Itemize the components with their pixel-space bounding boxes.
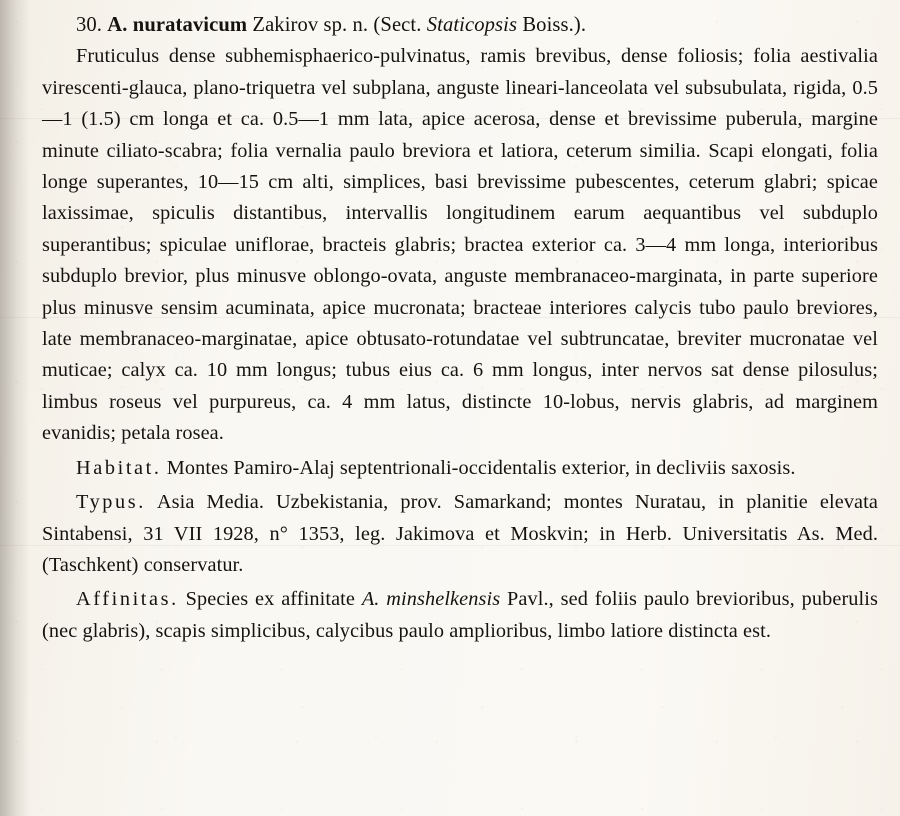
habitat-label: Habitat. (76, 456, 162, 479)
affinitas-text-before: Species ex affinitate (185, 588, 356, 611)
document-text-block (42, 10, 878, 647)
habitat-text: Montes Pamiro-Alaj septentrionali-occidentalis exterior, in decliviis saxosis. (166, 456, 796, 479)
typus-text: Asia Media. Uzbekistania, prov. Samarkand; montes Nuratau, in planitie elevata Sintabensi, 31 VII 1928, n° 1353, leg. Jakimova et Moskvin; in Herb. Universitatis As. Med. (Taschkent) conservatur. (42, 491, 878, 576)
author-citation: Zakirov sp. n. (Sect. (252, 14, 422, 36)
species-description: Fruticulus dense subhemisphaerico-pulvinatus, ramis brevibus, dense foliosis; folia aestivalia virescenti-glauca, plano-triquetra vel subplana, anguste lineari-lanceolata vel subsubulata, rigida, 0.5—1 (1.5) cm longa et ca. 0.5—1 mm lata, apice acerosa, dense et brevissime puberula, margine minute ciliato-scabra; folia vernalia paulo breviora et latiora, ceterum similia. Scapi elongati, folia longe superantes, 10—15 cm alti, simplices, basi brevissime pubescentes, ceterum glabri; spicae laxissimae, spiculis distantibus, intervallis longitudinem earum aequantibus vel subduplo superantibus; spiculae uniflorae, bracteis glabris; bractea exterior ca. 3—4 mm longa, interioribus subduplo brevior, plus minusve oblongo-ovata, anguste membranaceo-marginata, in parte superiore plus minusve sensim acuminata, apice mucronata; bracteae interiores calycis tubo paulo breviores, late membranaceo-marginatae, apice obtusato-rotundatae vel subtruncatae, breviter mucronatae vel muticae; calyx ca. 10 mm longus; tubus eius ca. 6 mm longus, inter nervos sat dense pilosulus; limbus roseus vel purpureus, ca. 4 mm latus, distincte 10-lobus, nervis glabris, ad marginem evanidis; petala rosea. (42, 45, 878, 445)
typus-paragraph (42, 487, 878, 581)
section-author: Boiss.). (522, 14, 587, 36)
page-gutter-shadow (0, 0, 30, 816)
entry-number: 30. (76, 14, 103, 36)
typus-label: Typus. (76, 491, 146, 514)
affinitas-label: Affinitas. (76, 588, 179, 611)
affinitas-species: A. minshelkensis (361, 588, 501, 611)
habitat-paragraph (42, 453, 878, 484)
species-name: A. nuratavicum (107, 14, 248, 36)
affinitas-text-after: Pavl., sed foliis paulo brevioribus, puberulis (nec glabris), scapis simplicibus, calycibus paulo amplioribus, limbo latiore distincta est. (42, 588, 879, 642)
section-name: Staticopsis (426, 14, 518, 36)
affinitas-paragraph (42, 584, 878, 647)
species-heading (42, 10, 878, 41)
